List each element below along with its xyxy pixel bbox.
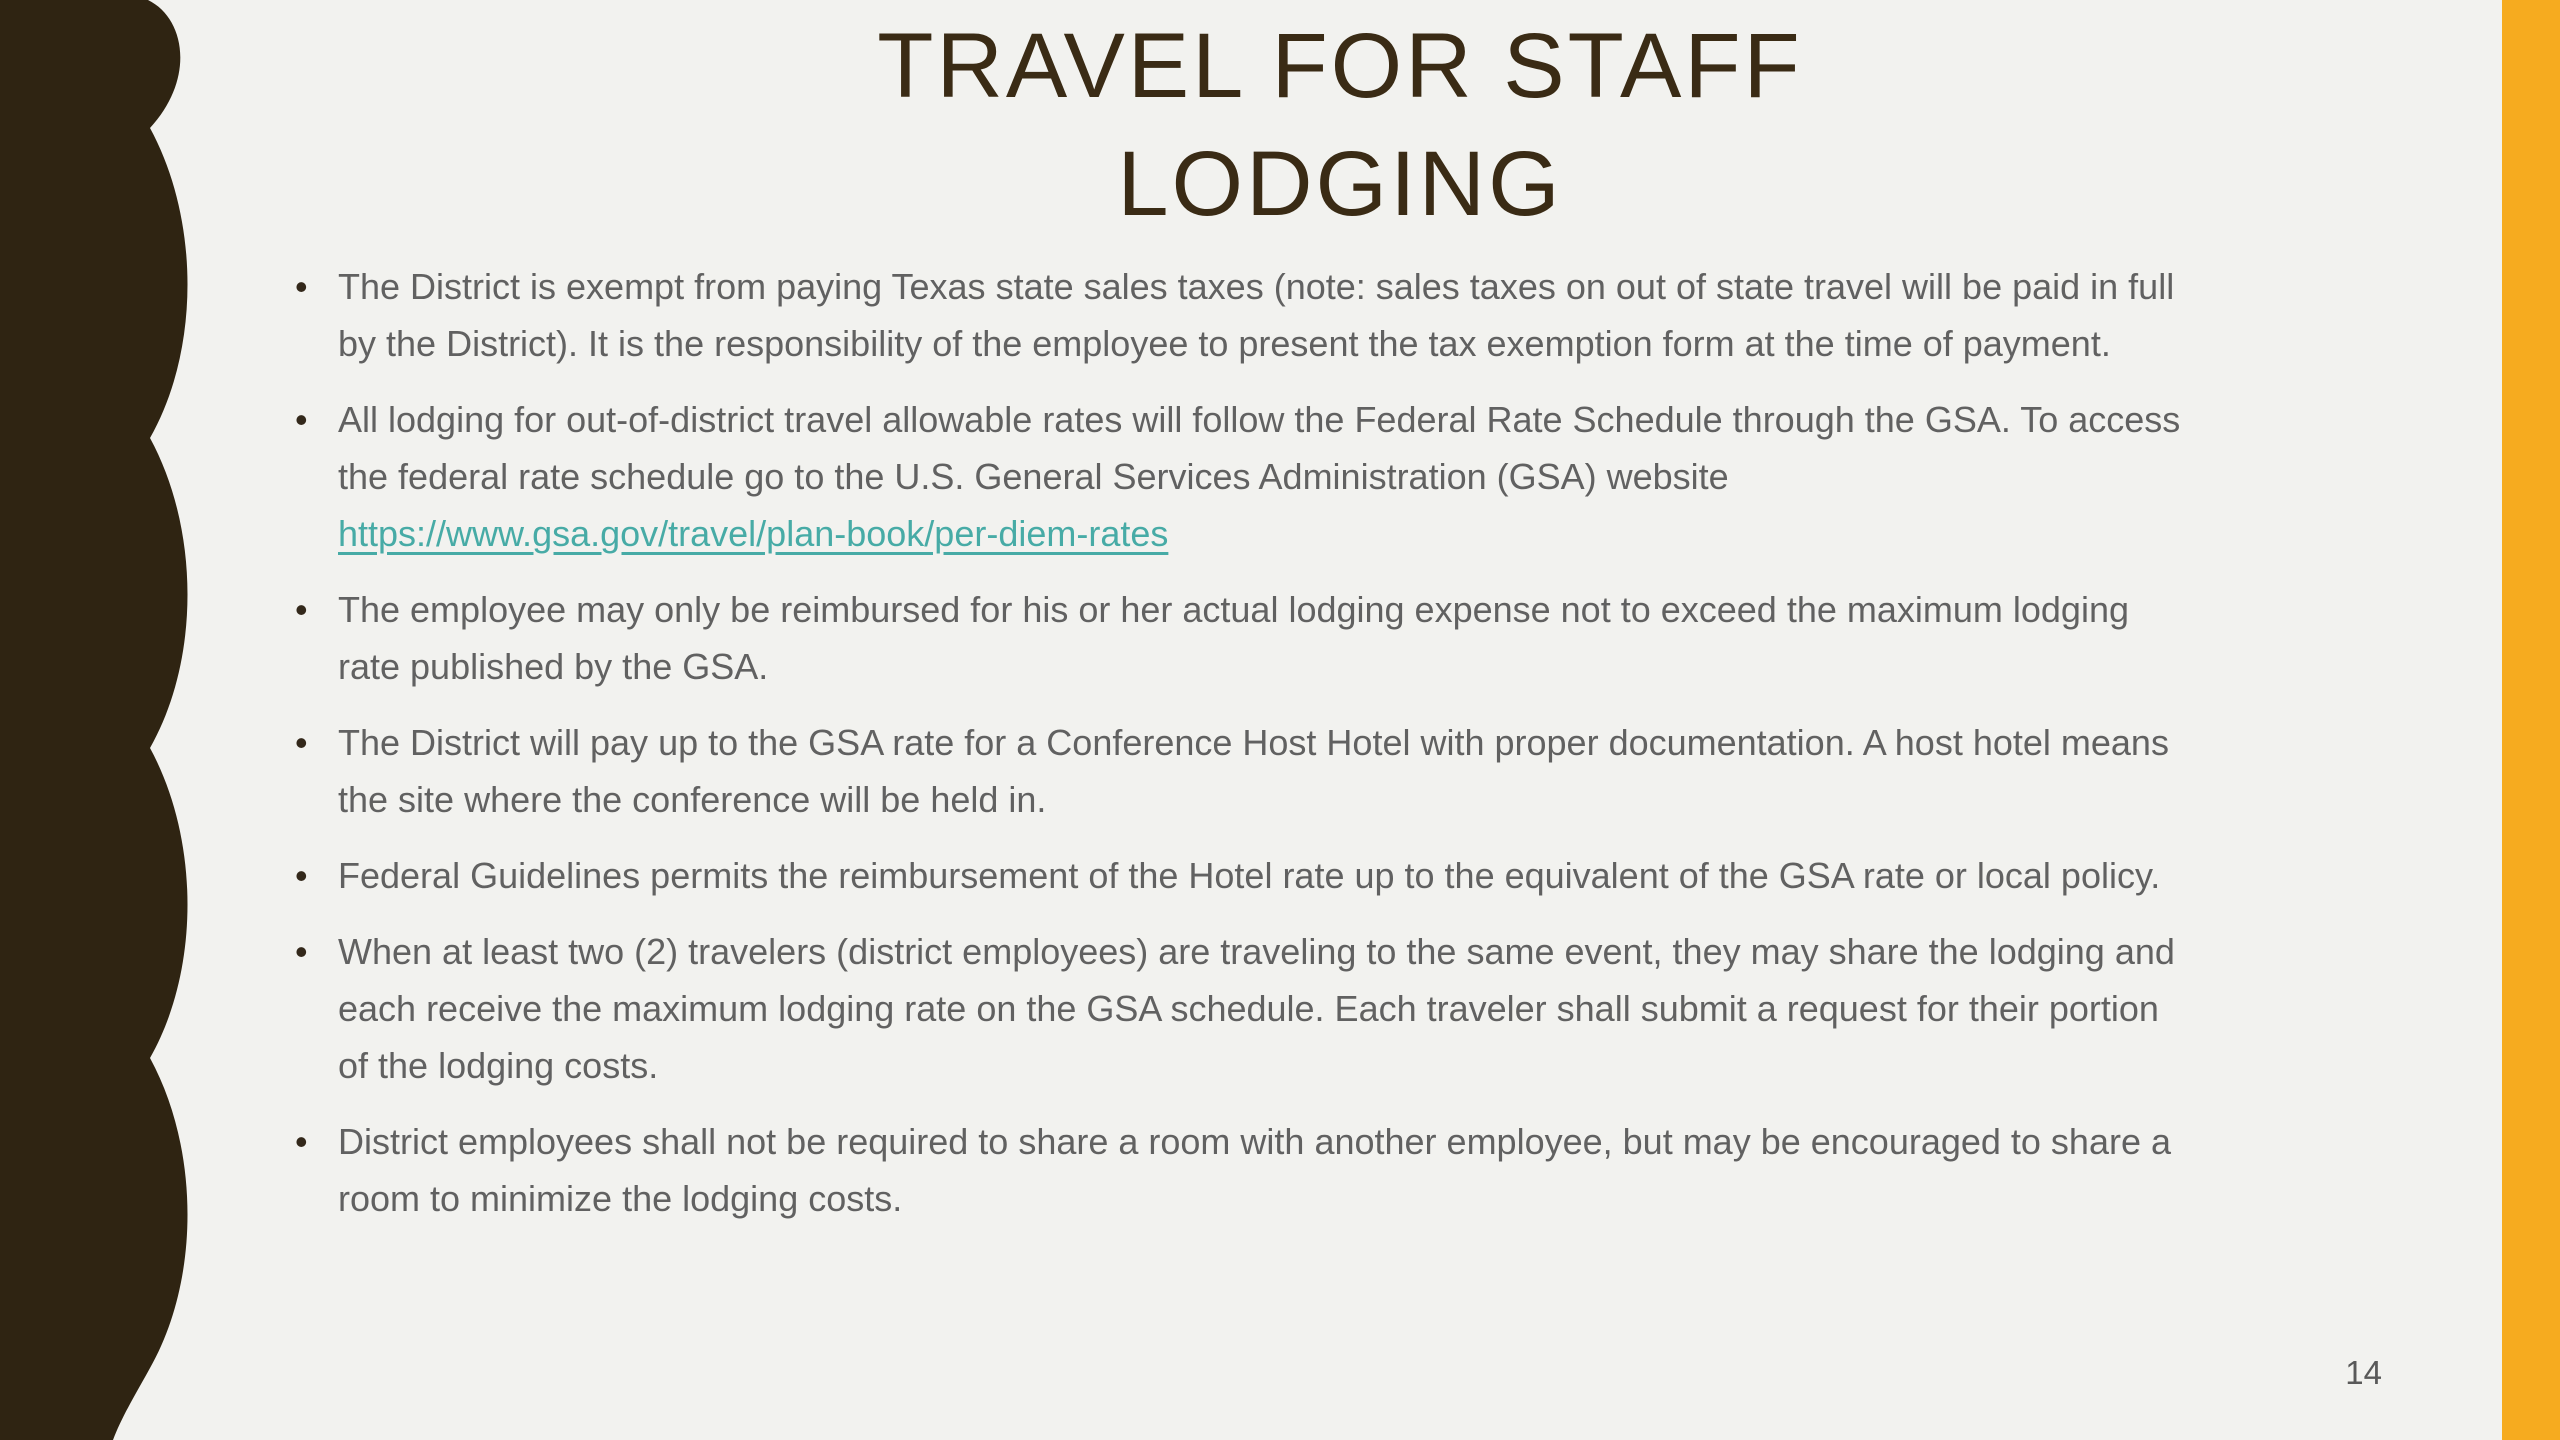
bullet-text: Federal Guidelines permits the reimbursement of the Hotel rate up to the equivalent of the GSA rate or local policy.	[338, 855, 2161, 896]
left-wave-decoration	[0, 0, 200, 1440]
bullet-item-tax-exemption	[295, 258, 2190, 372]
bullet-list	[295, 258, 2190, 1246]
bullet-item-room-sharing-policy	[295, 1113, 2190, 1227]
page-number: 14	[2345, 1354, 2382, 1391]
bullet-text: When at least two (2) travelers (district employees) are traveling to the same event, they may share the lodging and each receive the maximum lodging rate on the GSA schedule. Each traveler shall submit a request for their portion of the lodging costs.	[338, 931, 2175, 1086]
slide-title-line2: LODGING	[1117, 132, 1563, 235]
bullet-text: The District is exempt from paying Texas state sales taxes (note: sales taxes on out of state travel will be paid in full by the District). It is the responsibility of the employee to present the tax exemption form at the time of payment.	[338, 266, 2175, 364]
right-accent-bar	[2502, 0, 2560, 1440]
slide-title	[190, 8, 2490, 244]
bullet-item-conference-host-hotel	[295, 714, 2190, 828]
slide-title-line1: TRAVEL FOR STAFF	[877, 15, 1803, 117]
bullet-text: All lodging for out-of-district travel allowable rates will follow the Federal Rate Schedule through the GSA. To access the federal rate schedule go to the U.S. General Services Administration (GSA) website	[338, 399, 2181, 497]
bullet-item-reimbursement-limit	[295, 581, 2190, 695]
bullet-text: The employee may only be reimbursed for his or her actual lodging expense not to exceed the maximum lodging rate published by the GSA.	[338, 589, 2129, 687]
bullet-text: District employees shall not be required to share a room with another employee, but may be encouraged to share a room to minimize the lodging costs.	[338, 1121, 2172, 1219]
bullet-item-federal-rate-schedule	[295, 391, 2190, 562]
bullet-item-federal-guidelines	[295, 847, 2190, 904]
bullet-item-shared-lodging	[295, 923, 2190, 1094]
bullet-text: The District will pay up to the GSA rate for a Conference Host Hotel with proper documentation. A host hotel means the site where the conference will be held in.	[338, 722, 2169, 820]
gsa-per-diem-link[interactable]: https://www.gsa.gov/travel/plan-book/per-diem-rates	[338, 513, 1169, 554]
